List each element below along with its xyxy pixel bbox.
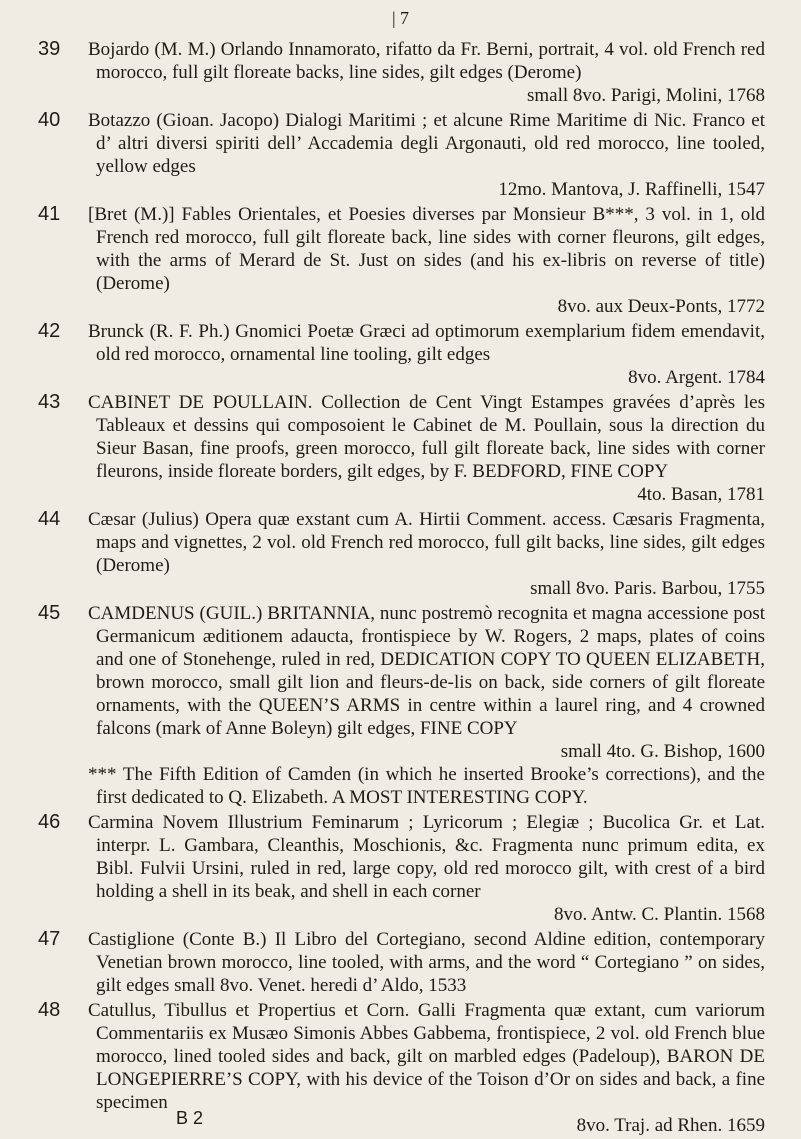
entry-text: Cæsar (Julius) Opera quæ exstant cum A. Hirtii Comment. access. Cæsaris Fragmenta, maps and vignettes, 2 vol. old French red morocco, full gilt backs, line sides, gilt edges (Derome) [88,509,765,576]
entry-note: *** The Fifth Edition of Camden (in which he inserted Brooke’s corrections), and the first dedicated to Q. Elizabeth. A MOST INTERESTING COPY. [88,764,765,808]
lot-number: 42 [38,320,61,342]
catalogue-entry [0,320,801,389]
lot-number: 43 [38,391,61,413]
entry-imprint: 12mo. Mantova, J. Raffinelli, 1547 [498,179,765,200]
lot-number: 47 [38,928,61,950]
page-number: | 7 [391,8,410,28]
entry-text: [Bret (M.)] Fables Orientales, et Poesies diverses par Monsieur B***, 3 vol. in 1, old French red morocco, full gilt floreate back, line sides with corner fleurons, gilt edges, with the arms of Merard de St. Just on sides (and his ex-libris on reverse of title) (Derome) [88,204,765,294]
catalogue-entry [0,602,801,809]
entry-imprint: small 4to. G. Bishop, 1600 [560,741,765,762]
catalogue-entry [0,508,801,600]
lot-number: 41 [38,203,61,225]
entry-imprint: small 8vo. Parigi, Molini, 1768 [526,85,765,106]
entry-imprint: 4to. Basan, 1781 [637,484,765,505]
lot-number: 45 [38,602,61,624]
catalogue-entry [0,928,801,997]
entry-imprint: small 8vo. Paris. Barbou, 1755 [530,578,765,599]
entry-text: Carmina Novem Illustrium Feminarum ; Lyricorum ; Elegiæ ; Bucolica Gr. et Lat. interpr. L. Gambara, Cleanthis, Moschionis, &c. Fragmenta nunc primum edita, ex Bibl. Fulvii Ursini, ruled in red, large copy, old red morocco gilt, with crest of a bird holding a shell in its beak, and shell in each corner [88,812,765,902]
lot-number: 48 [38,999,61,1021]
entry-text: Bojardo (M. M.) Orlando Innamorato, rifatto da Fr. Berni, portrait, 4 vol. old French red morocco, full gilt floreate backs, line sides, gilt edges (Derome) [88,39,765,83]
entry-text: Brunck (R. F. Ph.) Gnomici Poetæ Græci ad optimorum exemplarium fidem emendavit, old red morocco, ornamental line tooling, gilt edges [88,321,765,365]
entry-imprint: 8vo. aux Deux-Ponts, 1772 [557,296,765,317]
lot-number: 46 [38,811,61,833]
entry-text: Botazzo (Gioan. Jacopo) Dialogi Maritimi ; et alcune Rime Maritime di Nic. Franco et d’ altri diversi spiriti dell’ Accademia degli Argonauti, old red morocco, line tooled, yellow edges [88,110,765,177]
catalogue-entry [0,203,801,318]
entry-text: CAMDENUS (GUIL.) BRITANNIA, nunc postremò recognita et magna accessione post Germanicum æditionem adaucta, frontispiece by W. Rogers, 2 maps, plates of coins and one of Stonehenge, ruled in red, DEDICATION COPY TO QUEEN ELIZABETH, brown morocco, small gilt lion and fleurs-de-lis on back, side corners of gilt floreate ornaments, with the QUEEN’S ARMS in centre within a laurel ring, and 4 crowned falcons (mark of Anne Boleyn) gilt edges, FINE COPY [88,603,765,739]
catalogue-entries [0,38,801,1139]
catalogue-entry [0,38,801,107]
lot-number: 44 [38,508,61,530]
lot-number: 40 [38,109,61,131]
entry-imprint: 8vo. Traj. ad Rhen. 1659 [576,1115,765,1136]
entry-text: Catullus, Tibullus et Propertius et Corn. Galli Fragmenta quæ extant, cum variorum Commentariis ex Musæo Simonis Abbes Gabbema, frontispiece, 2 vol. old French blue morocco, lined tooled sides and back, gilt on marbled edges (Padeloup), BARON DE LONGEPIERRE’S COPY, with his device of the Toison d’Or on sides and back, a fine specimen [88,1000,765,1113]
entry-imprint: 8vo. Argent. 1784 [628,367,765,388]
catalogue-entry [0,391,801,506]
entry-text: Castiglione (Conte B.) Il Libro del Cortegiano, second Aldine edition, contemporary Venetian brown morocco, line tooled, with arms, and the word “ Cortegiano ” on sides, gilt edges small 8vo. Venet. heredi d’ Aldo, 1533 [88,929,765,996]
entry-text: CABINET DE POULLAIN. Collection de Cent Vingt Estampes gravées d’après les Tableaux et dessins qui composoient le Cabinet de M. Poullain, sous la direction du Sieur Basan, fine proofs, green morocco, full gilt floreate back, line sides with corner fleurons, inside floreate borders, gilt edges, by F. BEDFORD, FINE COPY [88,392,765,482]
lot-number: 39 [38,38,61,60]
catalogue-entry [0,109,801,201]
catalogue-entry [0,811,801,926]
catalogue-entry [0,999,801,1137]
entry-imprint: 8vo. Antw. C. Plantin. 1568 [554,904,765,925]
signature-mark: B 2 [176,1108,204,1128]
